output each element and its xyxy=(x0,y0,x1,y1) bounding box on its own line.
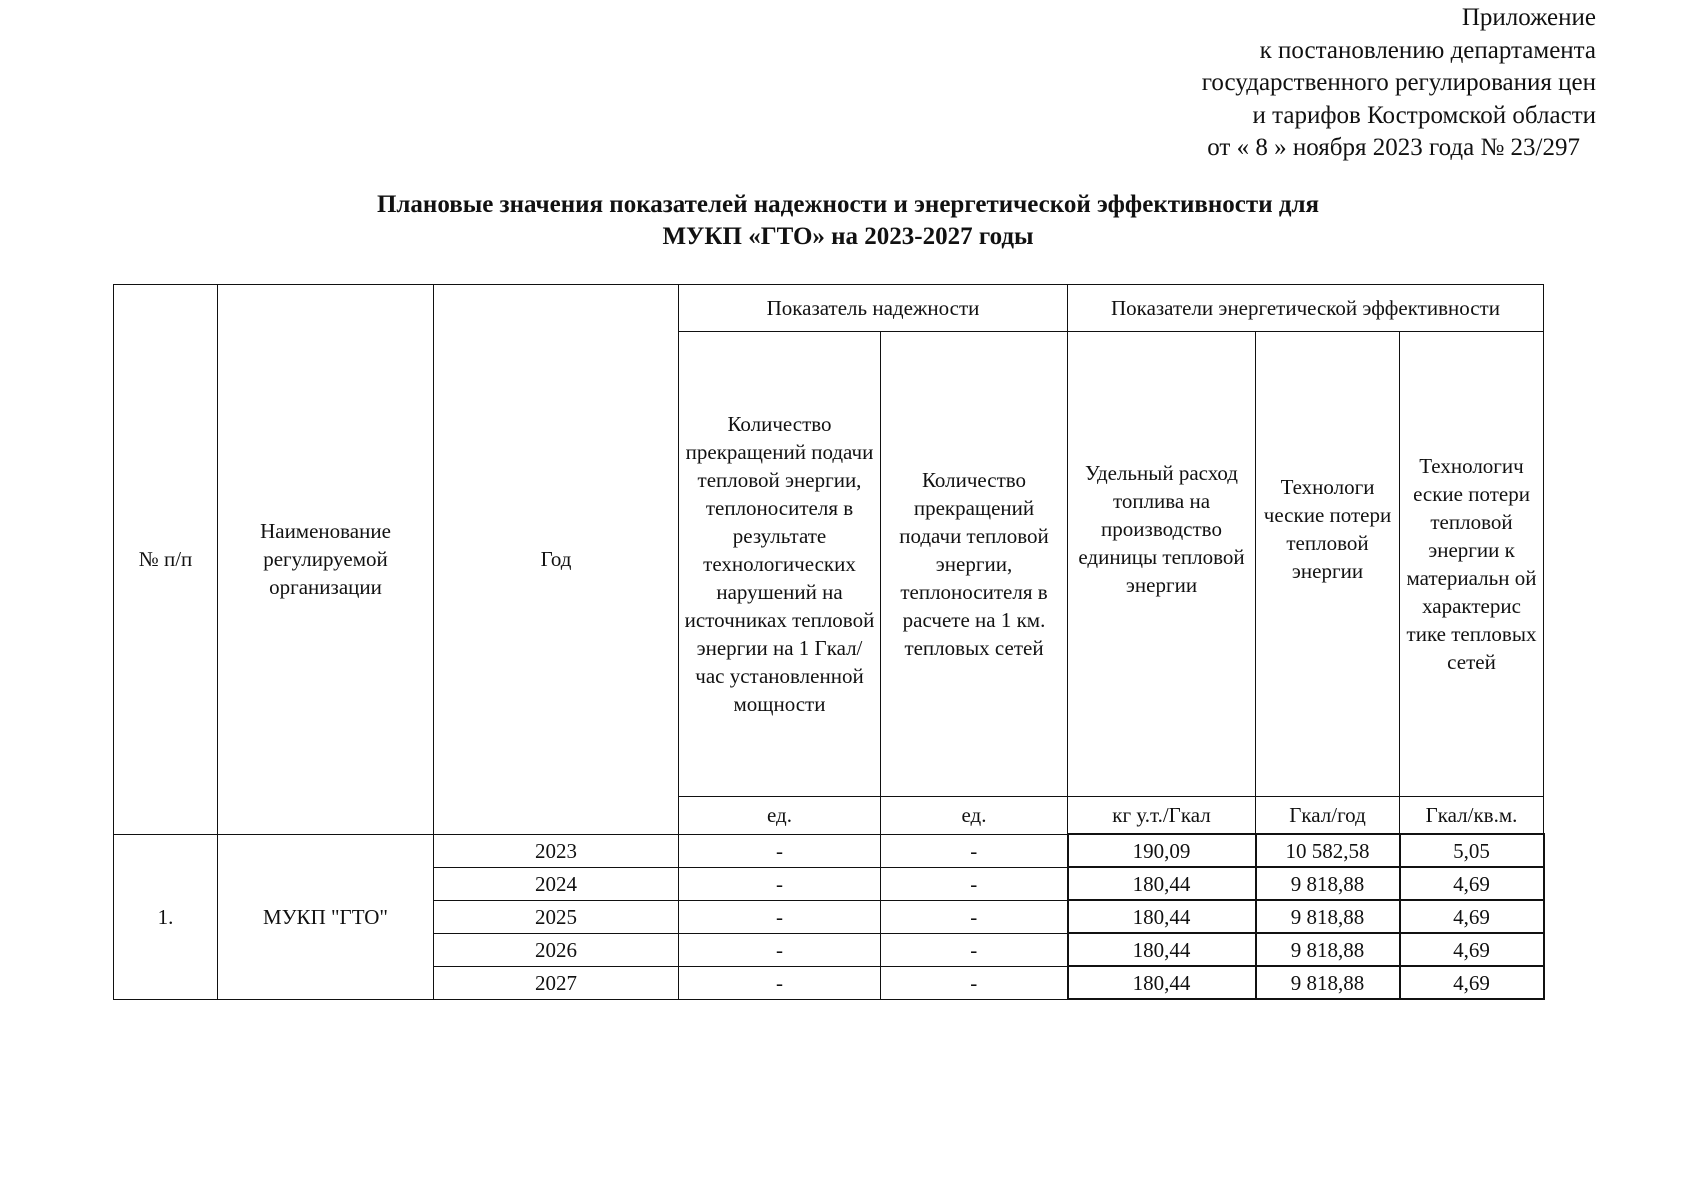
value-cell: - xyxy=(881,966,1068,999)
value-cell: 9 818,88 xyxy=(1256,966,1400,999)
col-header-org: Наименование регулируемой организации xyxy=(218,285,434,835)
appendix-line: государственного регулирования цен xyxy=(1201,69,1596,96)
value-cell: 180,44 xyxy=(1068,966,1256,999)
subcol-interruptions-sources: Количество прекращений подачи тепловой энергии, теплоносителя в результате технологических нарушений на источниках тепловой энергии на 1 Гкал/час установленной мощности xyxy=(679,332,881,797)
year-cell: 2027 xyxy=(434,966,679,999)
year-cell: 2024 xyxy=(434,867,679,900)
appendix-line: и тарифов Костромской области xyxy=(1252,101,1596,129)
col-header-num: № п/п xyxy=(114,285,218,835)
subcol-interruptions-networks: Количество прекращений подачи тепловой энергии, теплоносителя в расчете на 1 км. тепловых сетей xyxy=(881,332,1068,797)
unit-cell: Гкал/год xyxy=(1256,797,1400,835)
value-cell: 180,44 xyxy=(1068,933,1256,966)
title-line-1: Плановые значения показателей надежности и энергетической эффективности для xyxy=(376,191,1320,218)
value-cell: 5,05 xyxy=(1400,834,1544,867)
unit-cell: Гкал/кв.м. xyxy=(1400,797,1544,835)
value-cell: 4,69 xyxy=(1400,966,1544,999)
value-cell: - xyxy=(881,900,1068,933)
value-cell: 9 818,88 xyxy=(1256,867,1400,900)
appendix-line: от « 8 » ноября 2023 года № 23/297 xyxy=(1207,134,1580,161)
value-cell: 4,69 xyxy=(1400,933,1544,966)
value-cell: - xyxy=(679,966,881,999)
table-row xyxy=(114,834,1544,867)
value-cell: 9 818,88 xyxy=(1256,933,1400,966)
value-cell: 4,69 xyxy=(1400,867,1544,900)
document-title xyxy=(0,189,1696,253)
year-cell: 2026 xyxy=(434,933,679,966)
appendix-line: Приложение xyxy=(1461,4,1596,31)
subcol-heat-losses-specific: Технологич еские потери тепловой энергии к материальн ой характерис тике тепловых сетей xyxy=(1400,332,1544,797)
value-cell: 190,09 xyxy=(1068,834,1256,867)
value-cell: 9 818,88 xyxy=(1256,900,1400,933)
value-cell: 180,44 xyxy=(1068,900,1256,933)
value-cell: - xyxy=(679,834,881,867)
value-cell: - xyxy=(679,867,881,900)
appendix-block xyxy=(1202,2,1596,165)
value-cell: - xyxy=(679,933,881,966)
group-header-reliability: Показатель надежности xyxy=(679,285,1068,332)
org-name: МУКП "ГТО" xyxy=(218,834,434,999)
year-cell: 2025 xyxy=(434,900,679,933)
indicators-table xyxy=(113,284,1545,1000)
col-header-year: Год xyxy=(434,285,679,835)
value-cell: - xyxy=(881,834,1068,867)
subcol-specific-fuel: Удельный расход топлива на производство единицы тепловой энергии xyxy=(1068,332,1256,797)
subcol-heat-losses: Технологи ческие потери тепловой энергии xyxy=(1256,332,1400,797)
appendix-line: к постановлению департамента xyxy=(1259,36,1596,64)
org-number: 1. xyxy=(114,834,218,999)
unit-cell: ед. xyxy=(881,797,1068,835)
group-header-efficiency: Показатели энергетической эффективности xyxy=(1068,285,1544,332)
value-cell: 180,44 xyxy=(1068,867,1256,900)
year-cell: 2023 xyxy=(434,834,679,867)
value-cell: - xyxy=(881,933,1068,966)
unit-cell: кг у.т./Гкал xyxy=(1068,797,1256,835)
value-cell: - xyxy=(679,900,881,933)
value-cell: 10 582,58 xyxy=(1256,834,1400,867)
value-cell: 4,69 xyxy=(1400,900,1544,933)
title-line-2: МУКП «ГТО» на 2023-2027 годы xyxy=(662,223,1034,250)
unit-cell: ед. xyxy=(679,797,881,835)
value-cell: - xyxy=(881,867,1068,900)
